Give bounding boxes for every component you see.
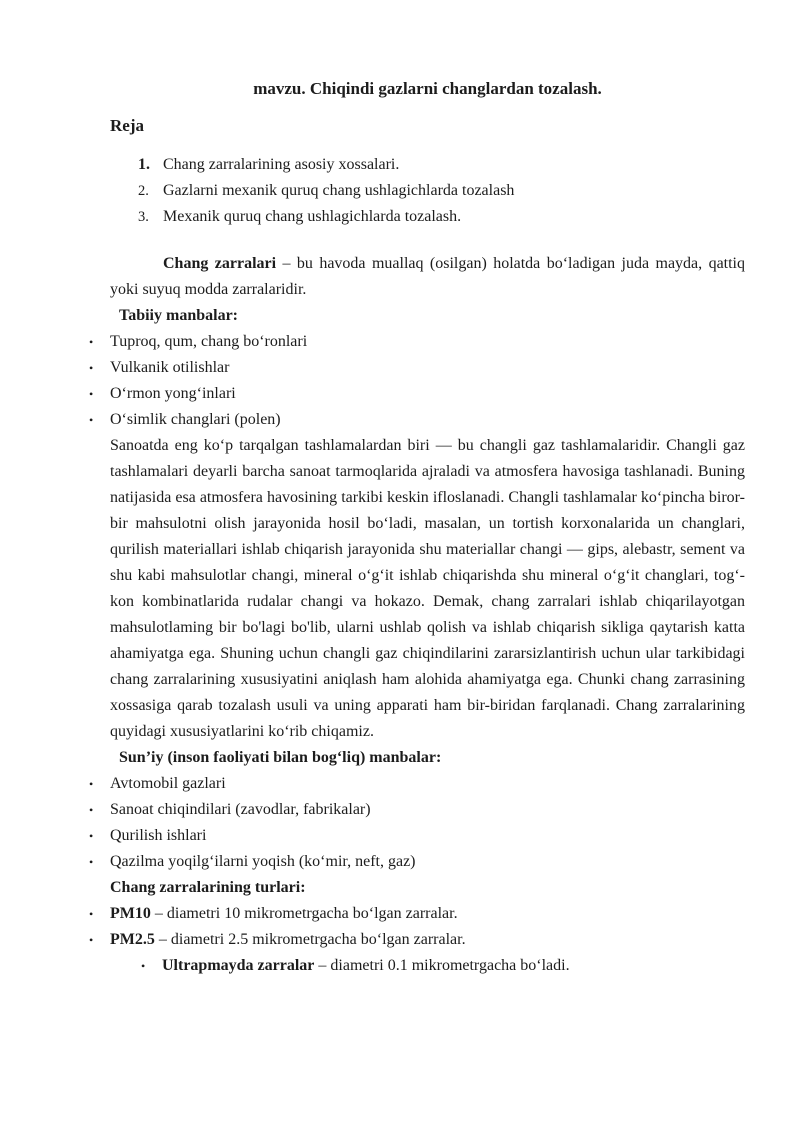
particle-type-lead: PM10: [110, 905, 151, 922]
plan-item-number: 3.: [138, 209, 149, 225]
particle-type-rest: – diametri 2.5 mikrometrgacha bo‘lgan zarralar.: [154, 931, 466, 948]
plan-item-text: Chang zarralarining asosiy xossalari.: [163, 156, 400, 173]
plan-item-number: 1.: [138, 156, 150, 173]
particle-type-rest: – diametri 10 mikrometrgacha bo‘lgan zarralar.: [150, 905, 458, 922]
list-item: [89, 407, 745, 433]
bullet-icon: •: [89, 777, 94, 791]
particle-type-text: [110, 927, 745, 953]
list-item: [89, 355, 745, 381]
plan-item: [110, 204, 745, 230]
definition-paragraph: [110, 251, 745, 303]
particle-type-lead: PM2.5: [110, 931, 155, 948]
list-item-text: O‘simlik changlari (polen): [110, 411, 281, 428]
plan-heading: Reja: [110, 116, 144, 135]
industry-paragraph: Sanoatda eng ko‘p tarqalgan tashlamalardan biri — bu changli gaz tashlamalaridir. Changli gaz tashlamalari deyarli barcha sanoat tarmoqlarida ajraladi va atmosfera havosiga tashlanadi. Buning natijasida esa atmosfera havosining tarkibi keskin ifloslanadi. Changli tashlamalar ko‘pincha biror-bir mahsulotni olish jarayonida hosil bo‘ladi, masalan, un tortish korxonalarida un changlari, qurilish materiallari ishlab chiqarish jarayonida shu materiallar changi — gips, alebastr, sement va shu kabi mahsulotlar changi, mineral o‘g‘it ishlab chiqarishda shu mineral o‘g‘it changlari, tog‘-kon kombinatlarida rudalar changi va hokazo. Demak, chang zarralari ishlab chiqarilayotgan mahsulotlaming bir bo'lagi bo'lib, ularni ushlab qolish va ishlab chiqarish sikliga qaytarish katta ahamiyatga ega. Shuning uchun changli gaz chiqindilarini zararsizlantirish uchun ular tarkibidagi chang zarralarining xususiyatini aniqlash ham alohida ahamiyatga ega. Chunki chang zarrasining xossasiga qarab tozalash usuli va uning apparati ham bir-biridan farqlanadi. Chang zarralarining quyidagi xususiyatlarini ko‘rib chiqamiz.: [110, 437, 745, 740]
bullet-icon: •: [89, 829, 94, 843]
bullet-icon: •: [89, 933, 94, 947]
list-item-text: Tuproq, qum, chang bo‘ronlari: [110, 333, 308, 350]
particle-type-text: [162, 953, 745, 979]
bullet-icon: •: [89, 855, 94, 869]
list-item: [89, 381, 745, 407]
particle-type-text: [110, 901, 745, 927]
list-item-text: Qurilish ishlari: [110, 827, 207, 844]
list-item: [89, 901, 745, 927]
list-item: [89, 849, 745, 875]
artificial-sources-list: [89, 771, 745, 875]
section-heading-particle-types: Chang zarralarining turlari:: [110, 879, 306, 896]
document-title: mavzu. Chiqindi gazlarni changlardan tozalash.: [253, 79, 602, 98]
plan-item: [110, 178, 745, 204]
particle-type-rest: – diametri 0.1 mikrometrgacha bo‘ladi.: [314, 957, 570, 974]
bullet-icon: •: [89, 335, 94, 349]
bullet-icon: •: [141, 959, 146, 973]
list-item-text: O‘rmon yong‘inlari: [110, 385, 236, 402]
list-item: [89, 927, 745, 953]
plan-list: [110, 152, 745, 230]
bullet-icon: •: [89, 361, 94, 375]
list-item-ultrafine: [141, 953, 745, 979]
list-item: [89, 823, 745, 849]
particle-type-lead: Ultrapmayda zarralar: [162, 957, 315, 974]
plan-item: [110, 152, 745, 178]
list-item: [89, 329, 745, 355]
list-item-text: Qazilma yoqilg‘ilarni yoqish (ko‘mir, neft, gaz): [110, 853, 416, 870]
list-item: [89, 771, 745, 797]
plan-item-text: Mexanik quruq chang ushlagichlarda tozalash.: [163, 208, 462, 225]
bullet-icon: •: [89, 387, 94, 401]
list-item-text: Avtomobil gazlari: [110, 775, 226, 792]
definition-rest: – bu havoda muallaq (osilgan) holatda bo‘ladigan juda mayda, qattiq yoki suyuq modda zarralaridir.: [110, 255, 746, 298]
list-item-text: Vulkanik otilishlar: [110, 359, 230, 376]
plan-item-text: Gazlarni mexanik quruq chang ushlagichlarda tozalash: [163, 182, 515, 199]
section-heading-natural-sources: Tabiiy manbalar:: [119, 307, 238, 324]
bullet-icon: •: [89, 907, 94, 921]
bullet-icon: •: [89, 413, 94, 427]
natural-sources-list: [89, 329, 745, 433]
list-item: [89, 797, 745, 823]
plan-item-number: 2.: [138, 183, 149, 199]
section-heading-artificial-sources: Sun’iy (inson faoliyati bilan bog‘liq) manbalar:: [119, 749, 442, 766]
particle-types-list: [89, 901, 745, 979]
bullet-icon: •: [89, 803, 94, 817]
definition-lead: Chang zarralari: [163, 255, 277, 272]
list-item-text: Sanoat chiqindilari (zavodlar, fabrikalar): [110, 801, 371, 818]
